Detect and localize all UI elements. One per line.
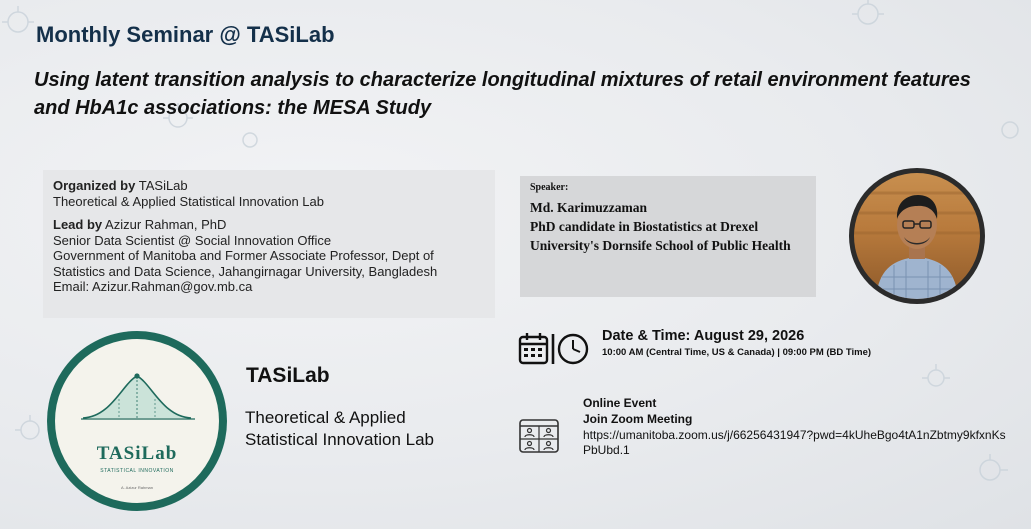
date-time-icons bbox=[518, 332, 590, 366]
speaker-title: PhD candidate in Biostatistics at Drexel University's Dornsife School of Public Health bbox=[530, 219, 791, 253]
calendar-icon bbox=[520, 333, 547, 363]
logo-subtitle: STATISTICAL INNOVATION bbox=[100, 468, 174, 474]
lab-full-name: Theoretical & Applied Statistical Innovation Lab bbox=[245, 408, 435, 449]
tasilab-logo bbox=[47, 331, 227, 511]
logo-author: A. Azizur Rahman bbox=[120, 485, 153, 490]
event-time-detail: 10:00 AM (Central Time, US & Canada) | 09:00 PM (BD Time) bbox=[602, 347, 872, 358]
lead-role-line2: Government of Manitoba and Former Associate Professor, Dept of Statistics and Data Science, Jahangirnagar University, Bangladesh bbox=[53, 248, 438, 279]
organized-by-label: Organized by bbox=[53, 178, 136, 193]
event-datetime: Date & Time: August 29, 2026 bbox=[602, 328, 805, 344]
speaker-portrait-illustration bbox=[854, 173, 980, 299]
zoom-meeting-link[interactable]: https://umanitoba.zoom.us/j/66256431947?pwd=4kUheBgo4tA1nZbtmy9kfxnKsPbUbd.1 bbox=[583, 428, 1006, 457]
organization-full-name: Theoretical & Applied Statistical Innovation Lab bbox=[53, 193, 325, 209]
online-event-label: Online Event bbox=[583, 396, 657, 410]
lab-name: TASiLab bbox=[246, 364, 330, 387]
join-zoom-label: Join Zoom Meeting bbox=[583, 412, 693, 426]
speaker-panel bbox=[520, 176, 816, 297]
bell-curve-icon bbox=[55, 339, 219, 439]
organizer-panel bbox=[43, 170, 495, 318]
lead-email: Email: Azizur.Rahman@gov.mb.ca bbox=[53, 279, 253, 294]
organized-by-value: TASiLab bbox=[138, 178, 188, 193]
speaker-photo bbox=[849, 168, 985, 304]
video-meeting-icon bbox=[519, 419, 559, 453]
lead-name: Azizur Rahman, PhD bbox=[105, 217, 227, 232]
lead-role-line1: Senior Data Scientist @ Social Innovation Office bbox=[53, 232, 332, 248]
logo-wordmark: TASiLab bbox=[96, 443, 178, 464]
clock-icon bbox=[559, 335, 587, 363]
seminar-series-title: Monthly Seminar @ TASiLab bbox=[36, 22, 335, 47]
speaker-label: Speaker: bbox=[530, 182, 569, 193]
talk-title: Using latent transition analysis to characterize longitudinal mixtures of retail environment features and HbA1c associations: the MESA Study bbox=[34, 69, 971, 119]
lead-label: Lead by bbox=[53, 217, 103, 232]
speaker-name: Md. Karimuzzaman bbox=[530, 200, 647, 215]
